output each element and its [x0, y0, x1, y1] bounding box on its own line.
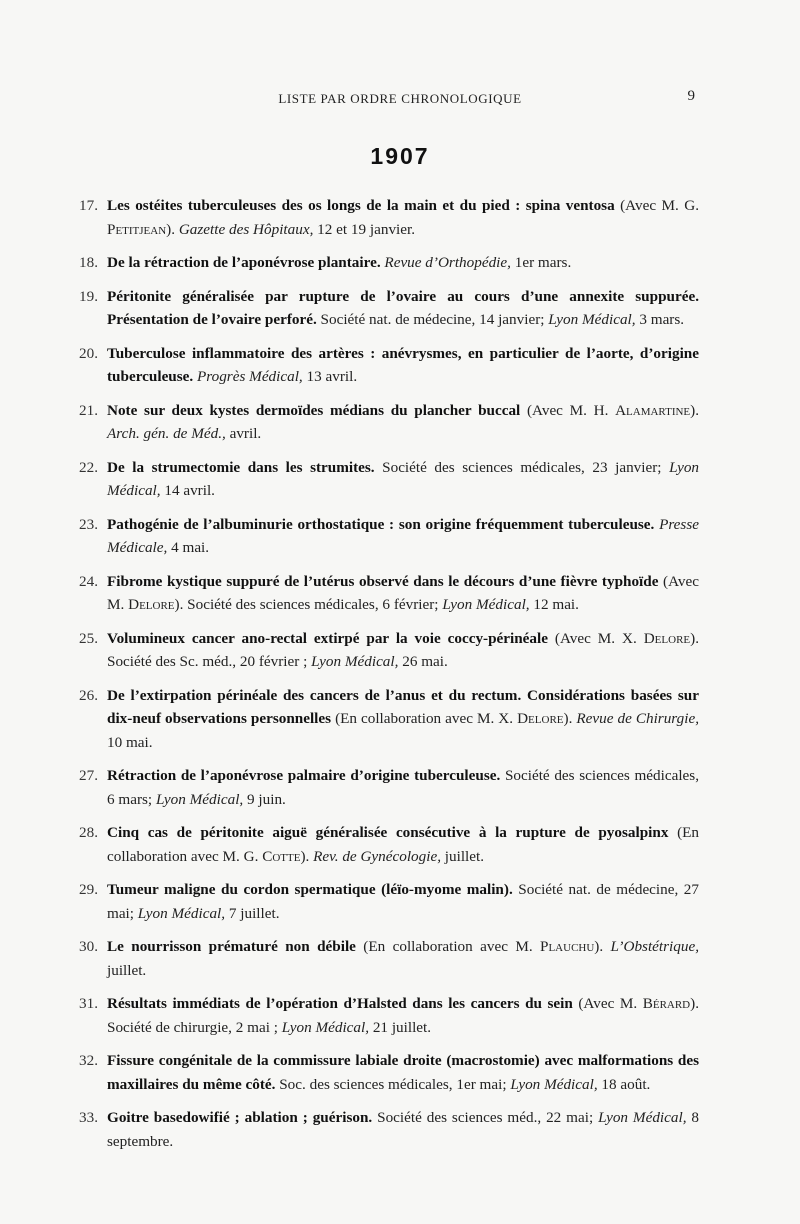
entry-text-bold: Rétraction de l’aponévrose palmaire d’origine tuberculeuse.	[107, 767, 501, 784]
entry-text-normal: 14 avril.	[160, 482, 215, 499]
entry-number: 25.	[79, 629, 98, 647]
entry-text-bold: Les ostéites tuberculeuses des os longs de la main et du pied : spina ventosa	[107, 197, 615, 214]
entry-text-normal: Société nat. de médecine, 27 mai;	[107, 881, 699, 922]
list-item	[79, 935, 699, 982]
entry-text-italic: L’Obstétrique,	[610, 938, 699, 955]
entry-text-bold: Tumeur maligne du cordon spermatique (léïo-myome malin).	[107, 881, 513, 898]
page-number: 9	[687, 88, 695, 104]
entry-text-italic: Lyon Médical,	[598, 1109, 687, 1126]
entry-text-bold: Péritonite généralisée par rupture de l’ovaire au cours d’une annexite suppurée. Présentation de l’ovaire perforé.	[107, 287, 699, 328]
entry-text-normal: (Avec M.	[572, 995, 643, 1012]
list-item	[79, 570, 699, 617]
entry-number: 18.	[79, 254, 98, 271]
entry-text-smallcaps: Delore	[643, 629, 691, 647]
running-title: LISTE PAR ORDRE CHRONOLOGIQUE	[278, 91, 522, 106]
list-item	[79, 821, 699, 868]
entry-text-normal: (Avec M. G.	[614, 197, 699, 214]
entry-text-italic: Progrès Médical,	[197, 368, 303, 385]
entry-text-normal: 21 juillet.	[369, 1018, 432, 1036]
entry-text-normal: juillet.	[107, 961, 147, 979]
entry-number: 27.	[79, 767, 98, 784]
list-item	[79, 627, 699, 674]
entry-text-bold: Goitre basedowifié ; ablation ; guérison.	[107, 1109, 373, 1126]
entry-text-italic: Arch. gén. de Méd.,	[107, 425, 226, 442]
list-item	[79, 1106, 699, 1153]
entry-number: 33.	[79, 1109, 98, 1126]
entry-text-normal: ).	[594, 938, 611, 955]
entry-text-bold: Résultats immédiats de l’opération d’Halsted dans les cancers du sein	[107, 995, 573, 1012]
entry-text-smallcaps: Petitjean	[107, 220, 167, 238]
entry-text-smallcaps: Delore	[128, 596, 175, 613]
entry-text-normal: ). Société des Sc. méd., 20 février ;	[107, 629, 699, 670]
entry-text-italic: Lyon Médical,	[155, 790, 244, 808]
entry-text-normal: (En collaboration avec M. G.	[107, 824, 699, 865]
entry-text-italic: Lyon Médical,	[107, 458, 700, 499]
entry-text-italic: Lyon Médical,	[281, 1018, 370, 1036]
list-item	[79, 285, 699, 332]
entry-text-italic: Revue de Chirurgie,	[576, 710, 699, 727]
entry-text-italic: Rev. de Gynécologie,	[313, 847, 441, 865]
entry-text-bold: De l’extirpation périnéale des cancers de l’anus et du rectum. Considérations basées sur dix-neuf observations personnelles	[107, 686, 699, 727]
entry-text-normal: (En collaboration avec M. X.	[331, 710, 518, 727]
entry-text-italic: Gazette des Hôpitaux,	[178, 220, 314, 238]
entry-text-normal: Soc. des sciences médicales, 1er mai;	[275, 1075, 511, 1093]
entry-text-smallcaps: Delore	[517, 710, 564, 727]
entry-text-normal: 8 septembre.	[107, 1109, 700, 1150]
entry-text-normal: ).	[166, 220, 179, 238]
entry-number: 19.	[79, 287, 98, 305]
entry-text-normal: juillet.	[441, 847, 485, 865]
entry-text-bold: Volumineux cancer ano-rectal extirpé par la voie coccy-périnéale	[107, 629, 548, 647]
entry-text-italic: Lyon Médical,	[510, 1075, 598, 1093]
entry-text-smallcaps: Bérard	[642, 995, 691, 1012]
entry-text-italic: Lyon Médical,	[311, 653, 399, 670]
entry-text-normal: ).	[690, 401, 699, 419]
entry-text-smallcaps: Alamartine	[615, 401, 691, 419]
entry-number: 29.	[79, 881, 98, 898]
entry-number: 30.	[79, 938, 98, 955]
entry-text-smallcaps: Cotte	[262, 847, 301, 865]
list-item	[79, 399, 699, 446]
list-item	[79, 764, 699, 811]
entry-number: 22.	[79, 458, 98, 476]
entry-number: 24.	[79, 572, 98, 590]
entry-text-normal: Société des sciences méd., 22 mai;	[372, 1109, 599, 1126]
entry-text-italic: Lyon Médical,	[548, 311, 636, 328]
entry-text-normal: 26 mai.	[398, 653, 448, 670]
entry-text-normal: ).	[563, 710, 577, 727]
entry-text-bold: Le nourrisson prématuré non débile	[107, 938, 356, 955]
entry-number: 20.	[79, 344, 98, 362]
entry-text-normal: Société nat. de médecine, 14 janvier;	[316, 311, 549, 328]
entry-text-normal: ). Société des sciences médicales, 6 février;	[174, 596, 443, 613]
entry-text-italic: Revue d’Orthopédie,	[384, 254, 511, 271]
year-heading: 1907	[370, 143, 430, 169]
entry-text-bold: Cinq cas de péritonite aiguë généralisée consécutive à la rupture de pyosalpinx	[107, 824, 669, 841]
entry-text-normal: ).	[300, 847, 314, 865]
entry-text-normal: Société des sciences médicales, 6 mars;	[107, 767, 700, 808]
entry-text-bold: Fissure congénitale de la commissure labiale droite (macrostomie) avec malformations des maxillaires du même côté.	[107, 1052, 699, 1093]
entry-number: 31.	[79, 995, 98, 1012]
entry-text-normal: 12 et 19 janvier.	[313, 220, 416, 238]
list-item	[79, 878, 699, 925]
entry-text-smallcaps: Plauchu	[540, 938, 595, 955]
entry-text-normal: 13 avril.	[302, 368, 358, 385]
entry-text-normal: 10 mai.	[107, 733, 153, 751]
entry-text-normal: ). Société de chirurgie, 2 mai ;	[107, 995, 699, 1036]
list-item	[79, 1049, 699, 1096]
list-item	[79, 194, 699, 241]
entry-text-bold: Pathogénie de l’albuminurie orthostatique : son origine fréquemment tuberculeuse.	[107, 515, 655, 533]
entry-text-italic: Lyon Médical,	[137, 904, 226, 922]
list-item	[79, 992, 699, 1039]
entry-text-bold: De la rétraction de l’aponévrose plantaire.	[107, 254, 381, 271]
entry-text-normal: 12 mai.	[529, 596, 579, 613]
entry-number: 26.	[79, 686, 98, 704]
list-item	[79, 251, 699, 275]
entry-text-bold: Note sur deux kystes dermoïdes médians du plancher buccal	[107, 401, 521, 419]
entry-text-bold: De la strumectomie dans les strumites.	[107, 458, 375, 476]
entry-number: 17.	[79, 197, 98, 214]
entry-text-normal: 3 mars.	[635, 311, 685, 328]
entry-text-normal: 4 mai.	[167, 539, 210, 556]
list-item	[79, 684, 699, 755]
entry-text-normal: Société des sciences médicales, 23 janvier;	[374, 458, 670, 476]
entry-text-normal: 7 juillet.	[225, 904, 280, 922]
entry-text-normal: (Avec M. H.	[520, 401, 616, 419]
list-item	[79, 342, 699, 389]
entry-number: 23.	[79, 515, 98, 533]
running-head	[0, 88, 800, 110]
entry-text-bold: Fibrome kystique suppuré de l’utérus observé dans le décours d’une fièvre typhoïde	[107, 572, 659, 590]
entry-text-normal: 9 juin.	[243, 790, 286, 808]
entry-number: 28.	[79, 824, 98, 841]
entry-number: 32.	[79, 1052, 98, 1069]
entry-text-normal: (Avec M. X.	[547, 629, 644, 647]
entry-text-normal: avril.	[225, 425, 262, 442]
entry-text-normal: (En collaboration avec M.	[355, 938, 541, 955]
bibliography-list	[79, 194, 699, 1163]
entry-number: 21.	[79, 401, 98, 419]
entry-text-italic: Lyon Médical,	[442, 596, 530, 613]
entry-text-normal: 1er mars.	[510, 254, 572, 271]
entry-text-normal: 18 août.	[597, 1075, 651, 1093]
entry-text-italic: Presse Médicale,	[107, 515, 699, 556]
entry-text-bold: Tuberculose inflammatoire des artères : anévrysmes, en particulier de l’aorte, d’origine tuberculeuse.	[107, 344, 699, 385]
list-item	[79, 513, 699, 560]
entry-text-normal: (Avec M.	[107, 572, 699, 613]
list-item	[79, 456, 699, 503]
